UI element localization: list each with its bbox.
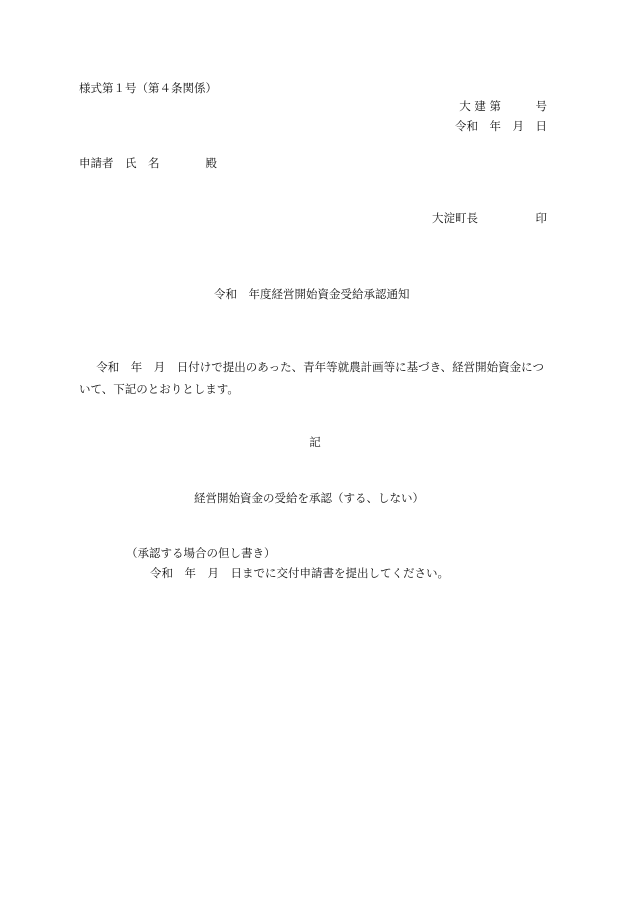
- document-date: 令和 年 月 日: [455, 119, 547, 133]
- recipient-line: 申請者 氏 名 殿: [79, 156, 217, 170]
- proviso-heading: （承認する場合の但し書き）: [126, 546, 276, 560]
- ki-heading: 記: [309, 435, 321, 449]
- issuer-line: 大淀町長 印: [432, 211, 547, 225]
- form-number-label: 様式第１号（第４条関係）: [79, 81, 217, 95]
- body-paragraph: 令和 年 月 日付けで提出のあった、青年等就農計画等に基づき、経営開始資金について、下記のとおりとします。: [79, 360, 544, 396]
- approval-decision: 経営開始資金の受給を承認（する、しない）: [194, 491, 424, 505]
- document-title: 令和 年度経営開始資金受給承認通知: [214, 287, 410, 301]
- document-number: 大 建 第 号: [459, 99, 547, 113]
- proviso-text: 令和 年 月 日までに交付申請書を提出してください。: [150, 566, 449, 580]
